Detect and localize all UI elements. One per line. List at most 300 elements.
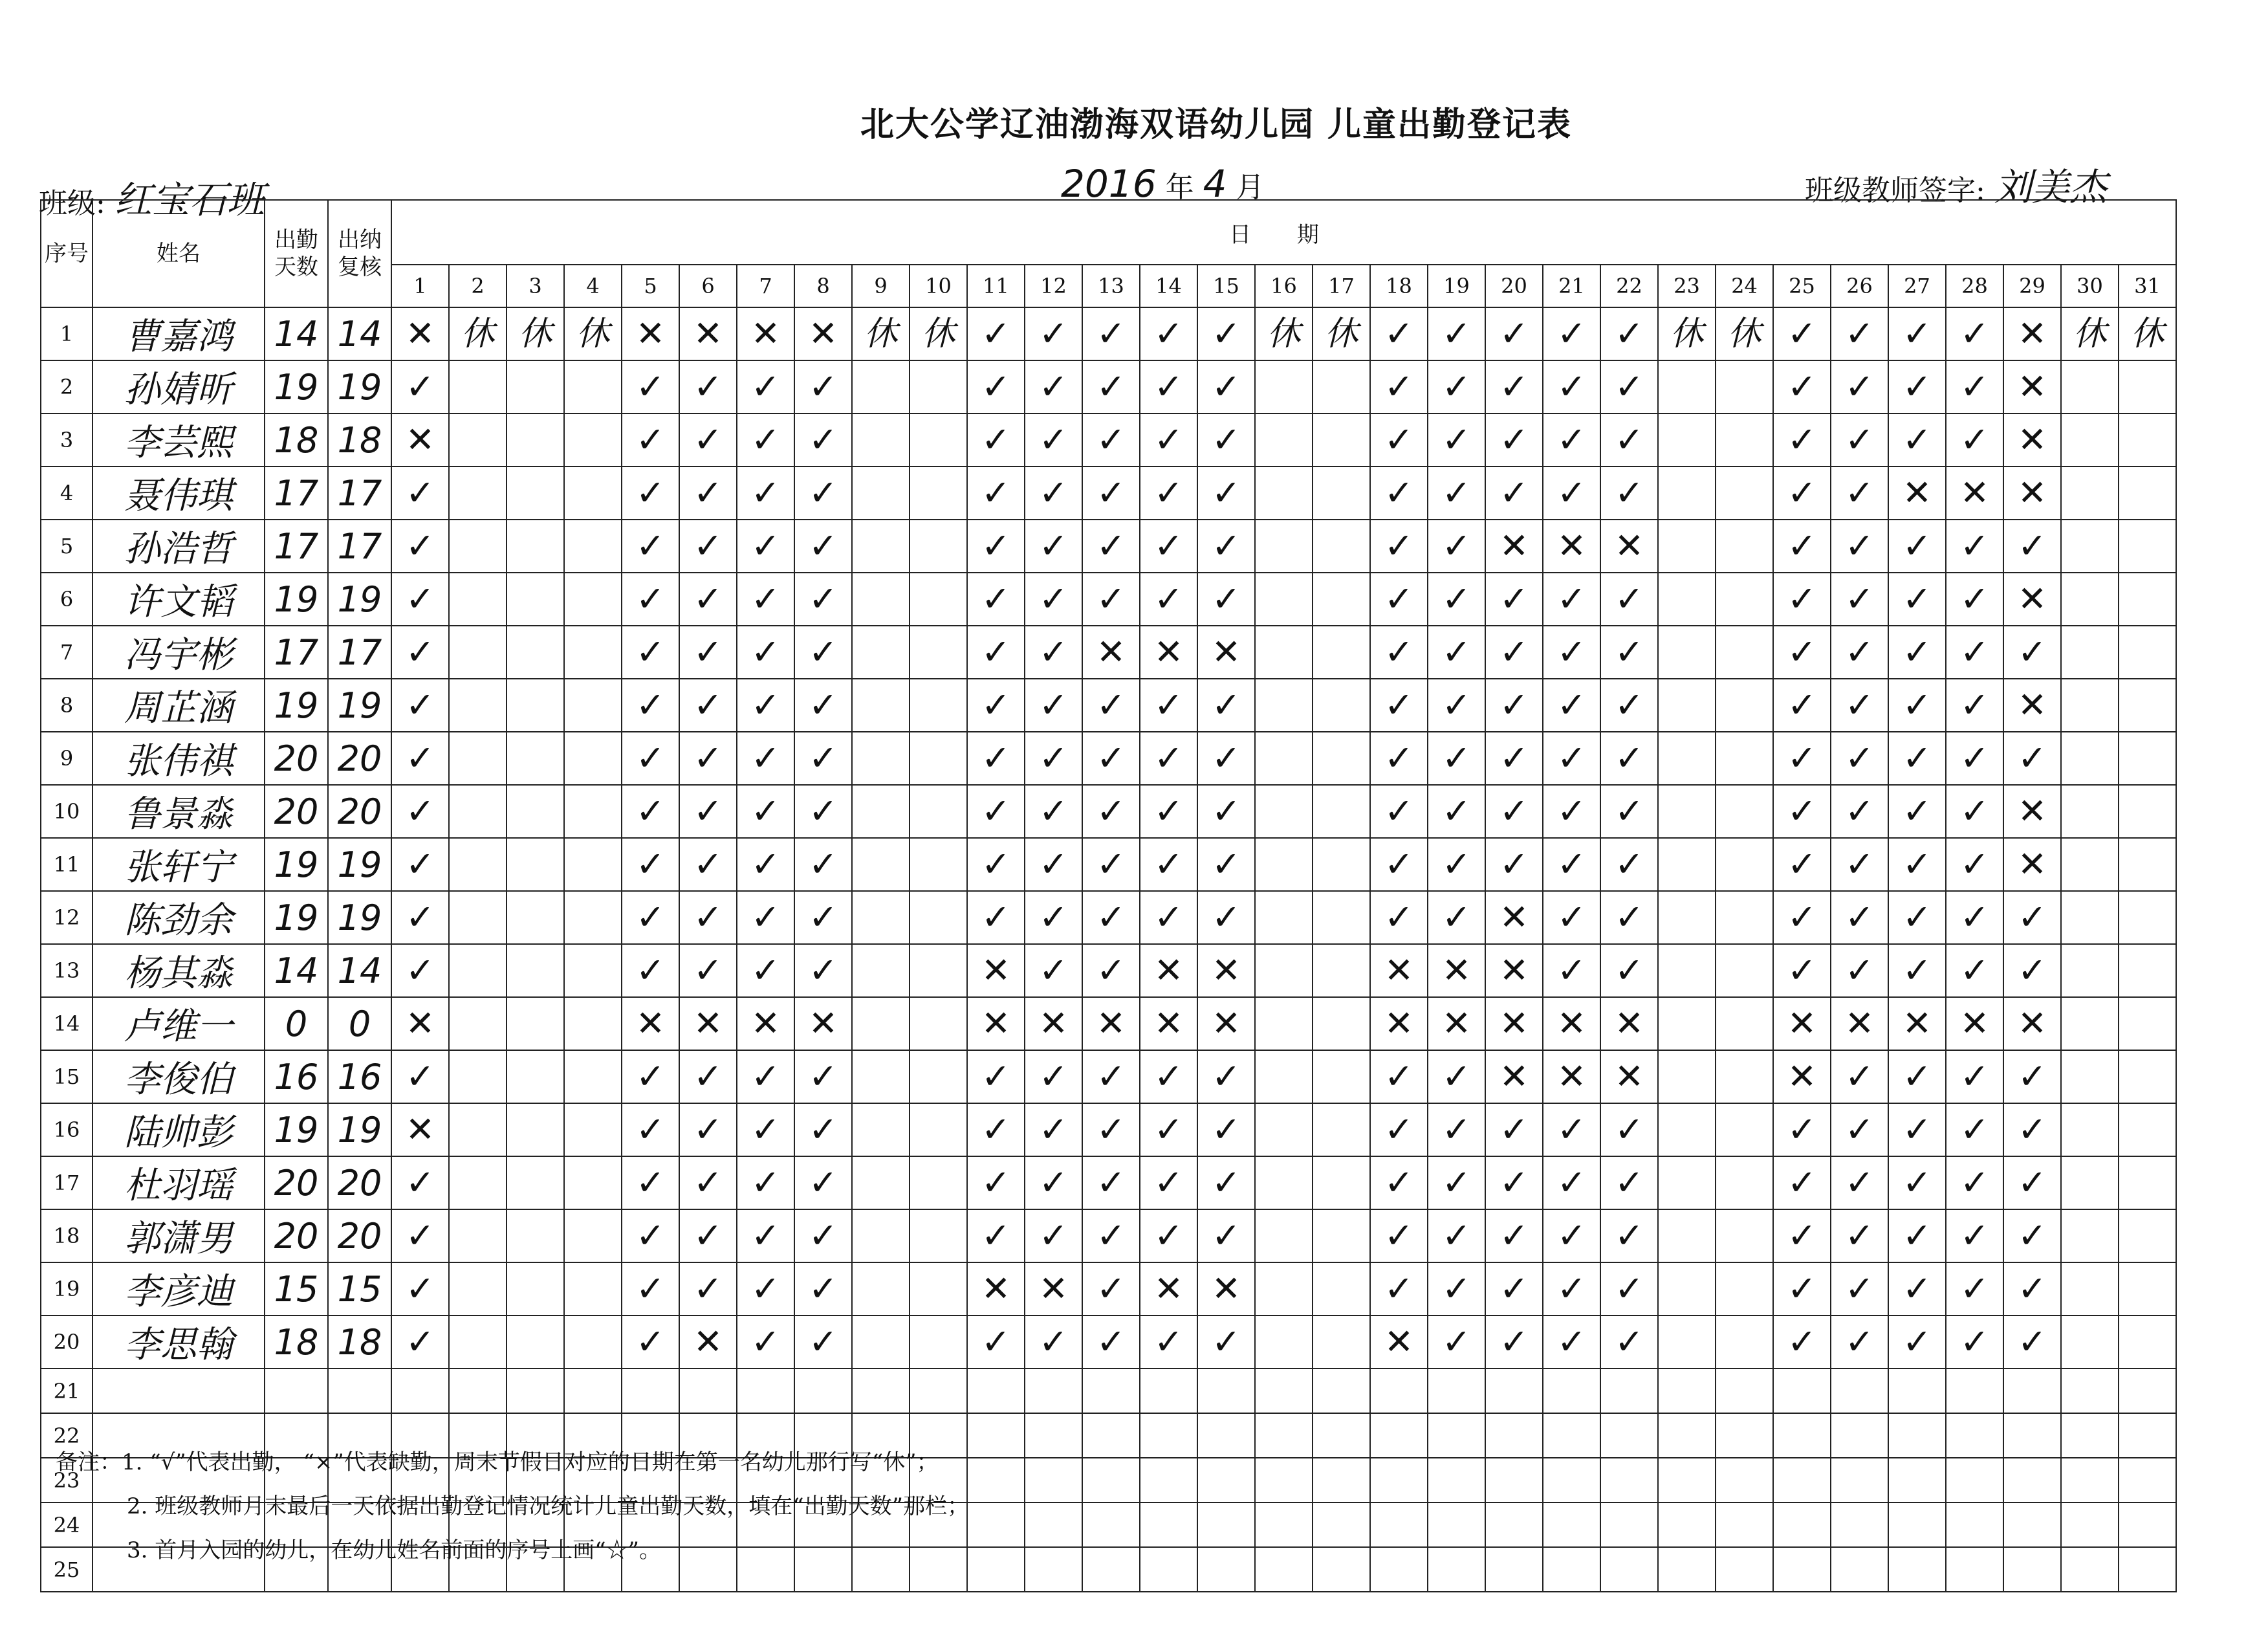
attendance-cell: [1946, 1502, 2003, 1547]
attendance-cell: ✓: [1082, 520, 1140, 573]
attendance-cell: ✕: [2003, 679, 2061, 732]
attendance-cell: ✓: [967, 785, 1025, 838]
day-header-31: 31: [2119, 265, 2176, 307]
attendance-cell: ✕: [1543, 997, 1600, 1050]
attendance-cell: [2003, 1547, 2061, 1592]
row-seq: 18: [41, 1209, 93, 1262]
day-header-3: 3: [507, 265, 564, 307]
attendance-cell: ✓: [622, 732, 679, 785]
child-name: 许文韬: [93, 573, 265, 626]
attendance-cell: ✓: [1370, 679, 1428, 732]
day-header-21: 21: [1543, 265, 1600, 307]
attendance-cell: ✓: [737, 1156, 794, 1209]
attendance-cell: [564, 1262, 622, 1315]
attendance-cell: [449, 997, 507, 1050]
attendance-cell: ✓: [1485, 573, 1543, 626]
attendance-cell: [1313, 1209, 1370, 1262]
attendance-cell: ✓: [1543, 785, 1600, 838]
attendance-cell: [1716, 413, 1773, 467]
attendance-cell: [1888, 1502, 1946, 1547]
cashier-check: [328, 1369, 391, 1413]
attendance-cell: [1255, 1315, 1313, 1369]
attendance-cell: [449, 1103, 507, 1156]
attendance-cell: ✓: [1600, 360, 1658, 413]
attendance-cell: [1600, 1502, 1658, 1547]
attendance-cell: ✓: [391, 467, 449, 520]
row-seq: 23: [41, 1458, 93, 1502]
attendance-cell: [1831, 1458, 1888, 1502]
attendance-cell: [910, 467, 967, 520]
attendance-cell: ✓: [1543, 838, 1600, 891]
attendance-cell: ✓: [1197, 413, 1255, 467]
attendance-cell: [1025, 1547, 1082, 1592]
attendance-cell: [910, 1369, 967, 1413]
attendance-cell: [1313, 1103, 1370, 1156]
attendance-cell: ✓: [737, 1050, 794, 1103]
attendance-cell: ✕: [1025, 997, 1082, 1050]
day-header-16: 16: [1255, 265, 1313, 307]
teacher-signature: 刘美杰: [1994, 165, 2107, 209]
attendance-cell: ✓: [1543, 626, 1600, 679]
attend-days: 0: [265, 997, 328, 1050]
attendance-cell: ✓: [1831, 1156, 1888, 1209]
attendance-cell: [564, 997, 622, 1050]
table-row: [41, 1156, 2176, 1209]
attendance-cell: ✓: [1543, 944, 1600, 997]
attendance-cell: [2119, 360, 2176, 413]
attendance-cell: [1831, 1413, 1888, 1458]
attendance-cell: [449, 1262, 507, 1315]
attendance-cell: ✓: [1773, 1315, 1831, 1369]
attendance-cell: [1255, 573, 1313, 626]
attendance-cell: [2119, 1413, 2176, 1458]
row-seq: 15: [41, 1050, 93, 1103]
attend-days: 14: [265, 307, 328, 360]
attendance-cell: ✓: [1025, 785, 1082, 838]
attendance-cell: ✕: [1140, 944, 1197, 997]
attendance-cell: [1716, 1413, 1773, 1458]
attendance-cell: [507, 1315, 564, 1369]
attendance-cell: ✓: [1428, 520, 1485, 573]
attendance-cell: ✓: [794, 785, 852, 838]
attendance-cell: ✓: [622, 1262, 679, 1315]
attendance-cell: ✓: [1197, 1156, 1255, 1209]
attendance-cell: [507, 1156, 564, 1209]
attendance-cell: [1716, 997, 1773, 1050]
attendance-cell: ✓: [1543, 891, 1600, 944]
attendance-cell: ✓: [1082, 891, 1140, 944]
note-2: 2. 班级教师月末最后一天依据出勤登记情况统计儿童出勤天数，填在“出勤天数”那栏；: [127, 1493, 970, 1519]
day-header-11: 11: [967, 265, 1025, 307]
attendance-cell: ✓: [1600, 944, 1658, 997]
child-name: 杨其淼: [93, 944, 265, 997]
table-row: [41, 891, 2176, 944]
attendance-cell: [1140, 1369, 1197, 1413]
attendance-cell: ✓: [1831, 467, 1888, 520]
attendance-cell: ✓: [2003, 732, 2061, 785]
attendance-cell: ✓: [737, 891, 794, 944]
attendance-cell: ✓: [622, 1156, 679, 1209]
attendance-cell: ✕: [967, 1262, 1025, 1315]
attendance-cell: [1658, 997, 1716, 1050]
attendance-cell: ✓: [737, 1103, 794, 1156]
cashier-check: 20: [328, 785, 391, 838]
attendance-cell: ✓: [1370, 838, 1428, 891]
attendance-cell: ✓: [1773, 1156, 1831, 1209]
attendance-cell: ✓: [1888, 838, 1946, 891]
attendance-cell: ✓: [1025, 626, 1082, 679]
day-header-7: 7: [737, 265, 794, 307]
attendance-cell: [1658, 1262, 1716, 1315]
attendance-cell: ✓: [1773, 838, 1831, 891]
attendance-cell: ✕: [1025, 1262, 1082, 1315]
attend-days: 20: [265, 732, 328, 785]
attendance-cell: [1428, 1547, 1485, 1592]
attendance-cell: [2061, 520, 2119, 573]
attendance-cell: [852, 573, 910, 626]
attendance-cell: ✓: [1773, 732, 1831, 785]
row-seq: 8: [41, 679, 93, 732]
attendance-cell: ✓: [622, 413, 679, 467]
cashier-check: 19: [328, 360, 391, 413]
attendance-cell: [1658, 1315, 1716, 1369]
attendance-cell: ✓: [967, 1050, 1025, 1103]
attendance-cell: [1025, 1413, 1082, 1458]
attendance-cell: ✓: [391, 573, 449, 626]
table-row: [41, 838, 2176, 891]
attendance-cell: ✕: [391, 1103, 449, 1156]
attendance-cell: [1658, 1458, 1716, 1502]
attendance-cell: [2119, 573, 2176, 626]
attendance-cell: ✓: [1946, 307, 2003, 360]
attendance-cell: ✓: [622, 1103, 679, 1156]
attendance-cell: [449, 1315, 507, 1369]
attendance-cell: [1716, 1050, 1773, 1103]
day-header-9: 9: [852, 265, 910, 307]
attendance-cell: [852, 1369, 910, 1413]
attendance-cell: [1255, 997, 1313, 1050]
attendance-cell: [1773, 1502, 1831, 1547]
attendance-cell: ✓: [2003, 1103, 2061, 1156]
attendance-cell: [2061, 1050, 2119, 1103]
attendance-cell: ✓: [737, 785, 794, 838]
attendance-cell: [1313, 1315, 1370, 1369]
attendance-cell: ✓: [1140, 413, 1197, 467]
attendance-cell: ✓: [1370, 1262, 1428, 1315]
year-value: 2016: [1061, 162, 1157, 206]
attend-days: 14: [265, 944, 328, 997]
attendance-cell: ✕: [391, 307, 449, 360]
attendance-cell: [967, 1369, 1025, 1413]
attendance-cell: [1255, 1103, 1313, 1156]
attendance-cell: [1658, 679, 1716, 732]
attendance-cell: [1888, 1369, 1946, 1413]
attendance-cell: 休: [564, 307, 622, 360]
attendance-cell: [1025, 1502, 1082, 1547]
attendance-cell: [852, 1103, 910, 1156]
attendance-cell: [507, 1050, 564, 1103]
attendance-cell: [910, 1315, 967, 1369]
attendance-cell: ✓: [1831, 413, 1888, 467]
attendance-cell: [507, 1103, 564, 1156]
child-name: 鲁景淼: [93, 785, 265, 838]
attendance-cell: [1140, 1458, 1197, 1502]
attendance-cell: [507, 467, 564, 520]
attendance-cell: [1255, 1050, 1313, 1103]
attendance-cell: [1313, 413, 1370, 467]
attendance-cell: [564, 520, 622, 573]
attendance-cell: [449, 520, 507, 573]
row-seq: 14: [41, 997, 93, 1050]
day-header-10: 10: [910, 265, 967, 307]
form-title: 北大公学辽油渤海双语幼儿园 儿童出勤登记表: [860, 105, 1573, 144]
cashier-check: 16: [328, 1050, 391, 1103]
attendance-cell: ✕: [1082, 626, 1140, 679]
attendance-cell: [1313, 626, 1370, 679]
attendance-cell: [2061, 1458, 2119, 1502]
name-header: 姓名: [93, 200, 265, 307]
attendance-cell: ✓: [1025, 1050, 1082, 1103]
attendance-cell: ✓: [967, 891, 1025, 944]
child-name: 孙婧昕: [93, 360, 265, 413]
attendance-cell: ✕: [1543, 520, 1600, 573]
attendance-cell: [2119, 785, 2176, 838]
attendance-cell: ✓: [1831, 1262, 1888, 1315]
attendance-cell: ✓: [1370, 626, 1428, 679]
attendance-cell: ✓: [679, 1050, 737, 1103]
attendance-cell: ✕: [967, 944, 1025, 997]
attendance-cell: [1716, 1502, 1773, 1547]
attendance-cell: ✓: [622, 467, 679, 520]
attendance-cell: [852, 732, 910, 785]
attend-days: 19: [265, 573, 328, 626]
attendance-cell: ✓: [1428, 891, 1485, 944]
attendance-cell: ✕: [794, 307, 852, 360]
attendance-cell: ✓: [2003, 1050, 2061, 1103]
attendance-cell: [1082, 1502, 1140, 1547]
attendance-cell: [1485, 1369, 1543, 1413]
attendance-cell: ✕: [1428, 944, 1485, 997]
cashier-check: 19: [328, 838, 391, 891]
attendance-cell: [2061, 679, 2119, 732]
attendance-cell: ✓: [2003, 1315, 2061, 1369]
attendance-cell: ✓: [1600, 838, 1658, 891]
attendance-cell: ✓: [1600, 307, 1658, 360]
row-seq: 2: [41, 360, 93, 413]
attendance-cell: [2003, 1502, 2061, 1547]
attendance-cell: ✓: [967, 413, 1025, 467]
row-seq: 5: [41, 520, 93, 573]
attendance-cell: ✕: [1140, 997, 1197, 1050]
attendance-cell: ✕: [1197, 626, 1255, 679]
attendance-cell: [1716, 679, 1773, 732]
attendance-cell: ✕: [1370, 944, 1428, 997]
attendance-cell: [852, 1209, 910, 1262]
attendance-cell: ✓: [1197, 520, 1255, 573]
attendance-cell: [449, 944, 507, 997]
row-seq: 16: [41, 1103, 93, 1156]
day-header-25: 25: [1773, 265, 1831, 307]
attendance-cell: ✓: [1773, 944, 1831, 997]
attendance-cell: ✓: [794, 1103, 852, 1156]
attendance-cell: ✓: [1543, 467, 1600, 520]
attendance-cell: ✓: [794, 1050, 852, 1103]
attendance-cell: [852, 626, 910, 679]
cashier-check: 17: [328, 626, 391, 679]
attendance-cell: [1140, 1502, 1197, 1547]
attendance-cell: [1658, 573, 1716, 626]
attendance-cell: [1658, 1156, 1716, 1209]
attendance-cell: ✓: [1370, 1050, 1428, 1103]
attendance-cell: [449, 785, 507, 838]
attendance-cell: ✓: [794, 573, 852, 626]
attendance-cell: ✓: [967, 467, 1025, 520]
attendance-cell: ✓: [1831, 944, 1888, 997]
attendance-cell: [2061, 785, 2119, 838]
attendance-cell: [2061, 1262, 2119, 1315]
attendance-cell: [1313, 679, 1370, 732]
attendance-cell: [449, 838, 507, 891]
attendance-cell: ✓: [1946, 785, 2003, 838]
attendance-cell: ✓: [1140, 679, 1197, 732]
attendance-cell: ✓: [1370, 360, 1428, 413]
attendance-cell: [2119, 413, 2176, 467]
day-header-20: 20: [1485, 265, 1543, 307]
attend-days: 19: [265, 679, 328, 732]
table-row: [41, 997, 2176, 1050]
attendance-cell: [2119, 520, 2176, 573]
attendance-cell: [852, 1315, 910, 1369]
attendance-cell: ✓: [967, 307, 1025, 360]
attendance-cell: ✓: [1773, 679, 1831, 732]
attendance-cell: ✕: [622, 997, 679, 1050]
cashier-check: 19: [328, 679, 391, 732]
attendance-cell: [910, 1262, 967, 1315]
attendance-cell: [507, 520, 564, 573]
attendance-cell: [1082, 1413, 1140, 1458]
table-row: [41, 360, 2176, 413]
attendance-cell: [507, 679, 564, 732]
attendance-cell: [1255, 360, 1313, 413]
attendance-cell: ✓: [679, 732, 737, 785]
attendance-cell: [1255, 626, 1313, 679]
attendance-cell: [1313, 1369, 1370, 1413]
attendance-cell: [507, 413, 564, 467]
child-name: 聂伟琪: [93, 467, 265, 520]
attendance-cell: [910, 997, 967, 1050]
attendance-cell: [449, 891, 507, 944]
attend-days: 19: [265, 891, 328, 944]
attendance-cell: ✓: [1370, 307, 1428, 360]
attendance-cell: ✓: [1370, 891, 1428, 944]
attendance-cell: ✓: [737, 467, 794, 520]
attendance-cell: ✓: [1140, 1315, 1197, 1369]
attendance-cell: ✓: [1485, 838, 1543, 891]
attendance-cell: ✓: [1485, 307, 1543, 360]
cashier-check-header: 出纳复核: [328, 200, 391, 307]
attendance-cell: [1716, 891, 1773, 944]
day-header-29: 29: [2003, 265, 2061, 307]
attendance-cell: ✓: [794, 467, 852, 520]
row-seq: 13: [41, 944, 93, 997]
attendance-cell: [1716, 785, 1773, 838]
row-seq: 19: [41, 1262, 93, 1315]
attendance-cell: ✓: [1140, 467, 1197, 520]
child-name: 杜羽瑶: [93, 1156, 265, 1209]
attendance-cell: ✓: [1543, 360, 1600, 413]
day-header-26: 26: [1831, 265, 1888, 307]
attendance-cell: ✓: [1082, 360, 1140, 413]
child-name: 郭潇男: [93, 1209, 265, 1262]
attendance-cell: ✓: [1543, 1103, 1600, 1156]
day-header-15: 15: [1197, 265, 1255, 307]
attendance-cell: [2061, 1103, 2119, 1156]
attendance-cell: [564, 413, 622, 467]
attendance-cell: ✓: [794, 520, 852, 573]
attendance-cell: ✓: [1543, 732, 1600, 785]
attendance-cell: ✓: [967, 679, 1025, 732]
attendance-cell: ✓: [1773, 307, 1831, 360]
attendance-cell: [1658, 1413, 1716, 1458]
attendance-cell: ✓: [1370, 413, 1428, 467]
attendance-cell: ✓: [1082, 413, 1140, 467]
child-name: 李彦迪: [93, 1262, 265, 1315]
attendance-cell: ✓: [1543, 413, 1600, 467]
attendance-cell: ✓: [622, 944, 679, 997]
attendance-cell: ✕: [1600, 1050, 1658, 1103]
day-header-30: 30: [2061, 265, 2119, 307]
attendance-cell: ✓: [622, 1209, 679, 1262]
attendance-cell: ✕: [1197, 997, 1255, 1050]
child-name: 曹嘉鸿: [93, 307, 265, 360]
attendance-cell: [794, 1547, 852, 1592]
attendance-cell: [2119, 944, 2176, 997]
attendance-cell: ✓: [679, 626, 737, 679]
attendance-cell: [507, 1369, 564, 1413]
attendance-cell: [1658, 520, 1716, 573]
attendance-cell: ✓: [1082, 1156, 1140, 1209]
attendance-cell: [852, 944, 910, 997]
attendance-cell: [1716, 944, 1773, 997]
attendance-cell: ✓: [1773, 785, 1831, 838]
attendance-cell: [507, 1262, 564, 1315]
attendance-cell: ✓: [1485, 732, 1543, 785]
attendance-cell: ✓: [967, 520, 1025, 573]
attendance-cell: [564, 732, 622, 785]
attendance-cell: ✓: [1140, 1103, 1197, 1156]
attendance-cell: ✓: [1428, 1262, 1485, 1315]
attendance-cell: [852, 1262, 910, 1315]
attendance-cell: [2119, 1458, 2176, 1502]
cashier-check: 18: [328, 413, 391, 467]
attendance-cell: ✓: [1831, 520, 1888, 573]
year-unit: 年: [1165, 171, 1194, 204]
attendance-cell: [1600, 1458, 1658, 1502]
attendance-cell: ✓: [1428, 413, 1485, 467]
attendance-cell: [1658, 1103, 1716, 1156]
attendance-cell: [2119, 1502, 2176, 1547]
attendance-cell: [507, 997, 564, 1050]
attendance-cell: ✓: [391, 1209, 449, 1262]
attendance-cell: [910, 891, 967, 944]
attend-days-header: 出勤天数: [265, 200, 328, 307]
attendance-cell: ✓: [1485, 1103, 1543, 1156]
attendance-cell: [1313, 1050, 1370, 1103]
attendance-cell: [1716, 1262, 1773, 1315]
attendance-cell: ✓: [1140, 1209, 1197, 1262]
attendance-table: [40, 199, 2177, 1592]
attendance-cell: ✕: [1485, 891, 1543, 944]
